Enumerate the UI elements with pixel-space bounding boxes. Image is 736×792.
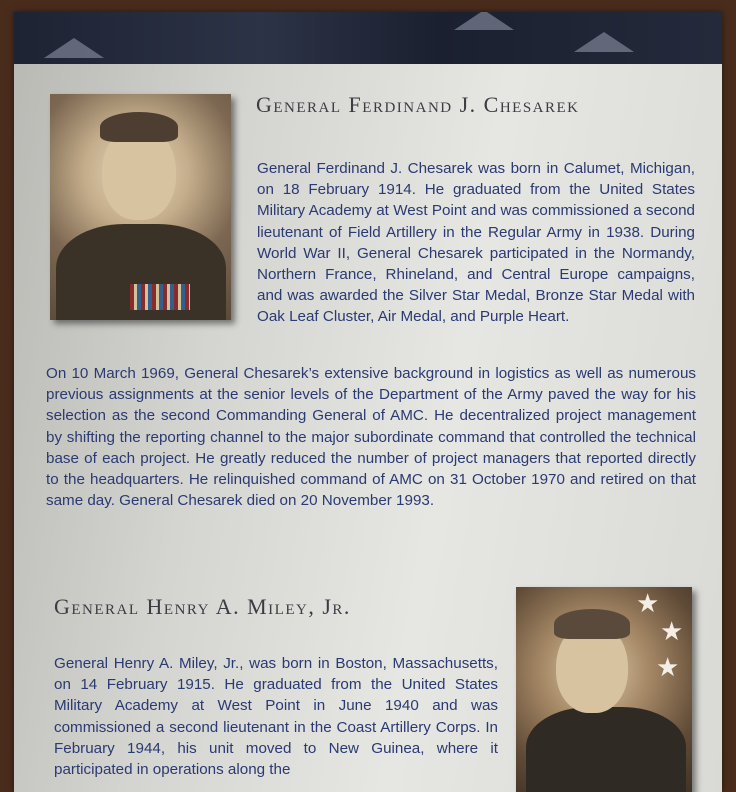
flag-star-icon: ★ <box>656 653 680 683</box>
biography-paragraph: General Henry A. Miley, Jr., was born in Boston, Massachusetts, on 14 February 1915. He graduated from the United States Military Academy at West Point in June 1940 and was commissioned a second lieutenant in the Coast Artillery Corps. In February 1944, his unit moved to New Guinea, where it participated in operations along the <box>54 655 498 779</box>
miley-portrait <box>516 587 692 792</box>
chesarek-portrait <box>50 94 231 320</box>
banner-star-icon <box>574 32 634 52</box>
flag-star-icon: ★ <box>660 617 684 647</box>
biography-panel <box>14 12 722 792</box>
hair <box>554 609 630 639</box>
hair <box>100 112 178 142</box>
uniform <box>526 707 686 792</box>
biography-paragraph: On 10 March 1969, General Chesarek’s extensive background in logistics as well as numerous previous assignments at the senior levels of the Department of the Army paved the way for his selection as the second Commanding General of AMC. He decentralized project management by shifting the reporting channel to the major subordinate command that controlled the technical base of each project. He greatly reduced the number of project managers that reported directly to the headquarters. He relinquished command of AMC on 31 October 1970 and retired on that same day. General Chesarek died on 20 November 1993. <box>46 365 696 510</box>
section-title: General Ferdinand J. Chesarek <box>256 92 580 117</box>
banner-star-icon <box>454 12 514 30</box>
flag-banner <box>14 12 722 64</box>
banner-star-icon <box>44 38 104 58</box>
medal-ribbons <box>130 284 190 310</box>
flag-star-icon: ★ <box>636 589 660 619</box>
section-title: General Henry A. Miley, Jr. <box>54 594 351 619</box>
biography-paragraph: General Ferdinand J. Chesarek was born in Calumet, Michigan, on 18 February 1914. He graduated from the United States Military Academy at West Point and was commissioned a second lieutenant of Field Artillery in the Regular Army in 1938. During World War II, General Chesarek participated in the Normandy, Northern France, Rhineland, and Central Europe campaigns, and was awarded the Silver Star Medal, Bronze Star Medal with Oak Leaf Cluster, Air Medal, and Purple Heart. <box>257 160 695 326</box>
